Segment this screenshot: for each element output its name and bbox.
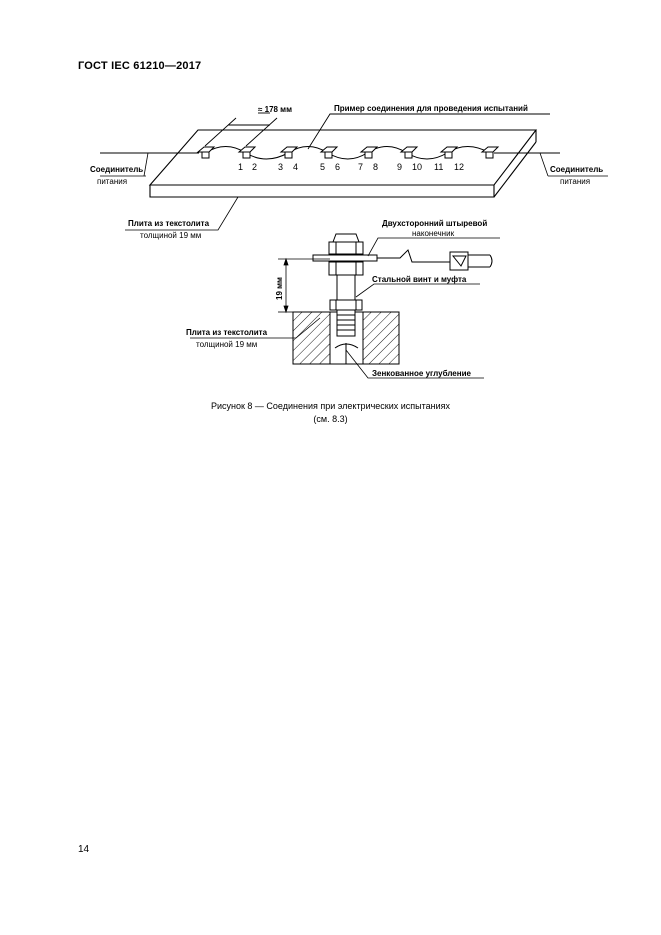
terminal-number: 1: [238, 162, 244, 172]
pin-lug-label-2: наконечник: [412, 229, 455, 238]
figure-caption-title: Рисунок 8 — Соединения при электрических испытаниях: [210, 401, 451, 411]
figure-caption-reference: (см. 8.3): [313, 414, 348, 424]
height-dimension: [278, 259, 330, 312]
supply-connector-right-label-2: питания: [560, 177, 591, 186]
figure-8-diagram: [0, 0, 661, 400]
figure-caption: [0, 400, 661, 426]
terminal-number: 12: [454, 162, 465, 172]
supply-connector-left-label: Соединитель: [90, 165, 144, 174]
terminal-number: 10: [412, 162, 423, 172]
supply-connector-left-label-2: питания: [97, 177, 128, 186]
example-label: Пример соединения для проведения испытаний: [334, 104, 528, 113]
terminal-number: 9: [397, 162, 403, 172]
page-number: 14: [78, 844, 90, 855]
terminal-number: 3: [278, 162, 284, 172]
bolt-sleeve-label: Стальной винт и муфта: [372, 275, 467, 284]
pin-lug-label: Двухсторонний штыревой: [382, 219, 488, 228]
terminal-number: 8: [373, 162, 379, 172]
supply-connector-right-label: Соединитель: [550, 165, 604, 174]
terminal-number: 6: [335, 162, 341, 172]
board-label-2: толщиной 19 мм: [140, 231, 202, 240]
test-board-drawing: [150, 130, 536, 197]
terminal-number: 7: [358, 162, 364, 172]
board-label: Плита из текстолита: [128, 219, 210, 228]
detail-section: [293, 234, 492, 364]
terminal-number: 11: [434, 162, 444, 172]
document-header: ГОСТ IEC 61210—2017: [78, 60, 202, 72]
terminal-number: 4: [293, 162, 299, 172]
terminal-number: 2: [252, 162, 258, 172]
detail-board-label-2: толщиной 19 мм: [196, 340, 258, 349]
terminal-number: 5: [320, 162, 326, 172]
countersink-label: Зенкованное углубление: [372, 369, 471, 378]
height-dimension-label: 19 мм: [275, 277, 284, 300]
detail-board-label: Плита из текстолита: [186, 328, 268, 337]
spacing-label: ≈ 178 мм: [258, 105, 293, 114]
